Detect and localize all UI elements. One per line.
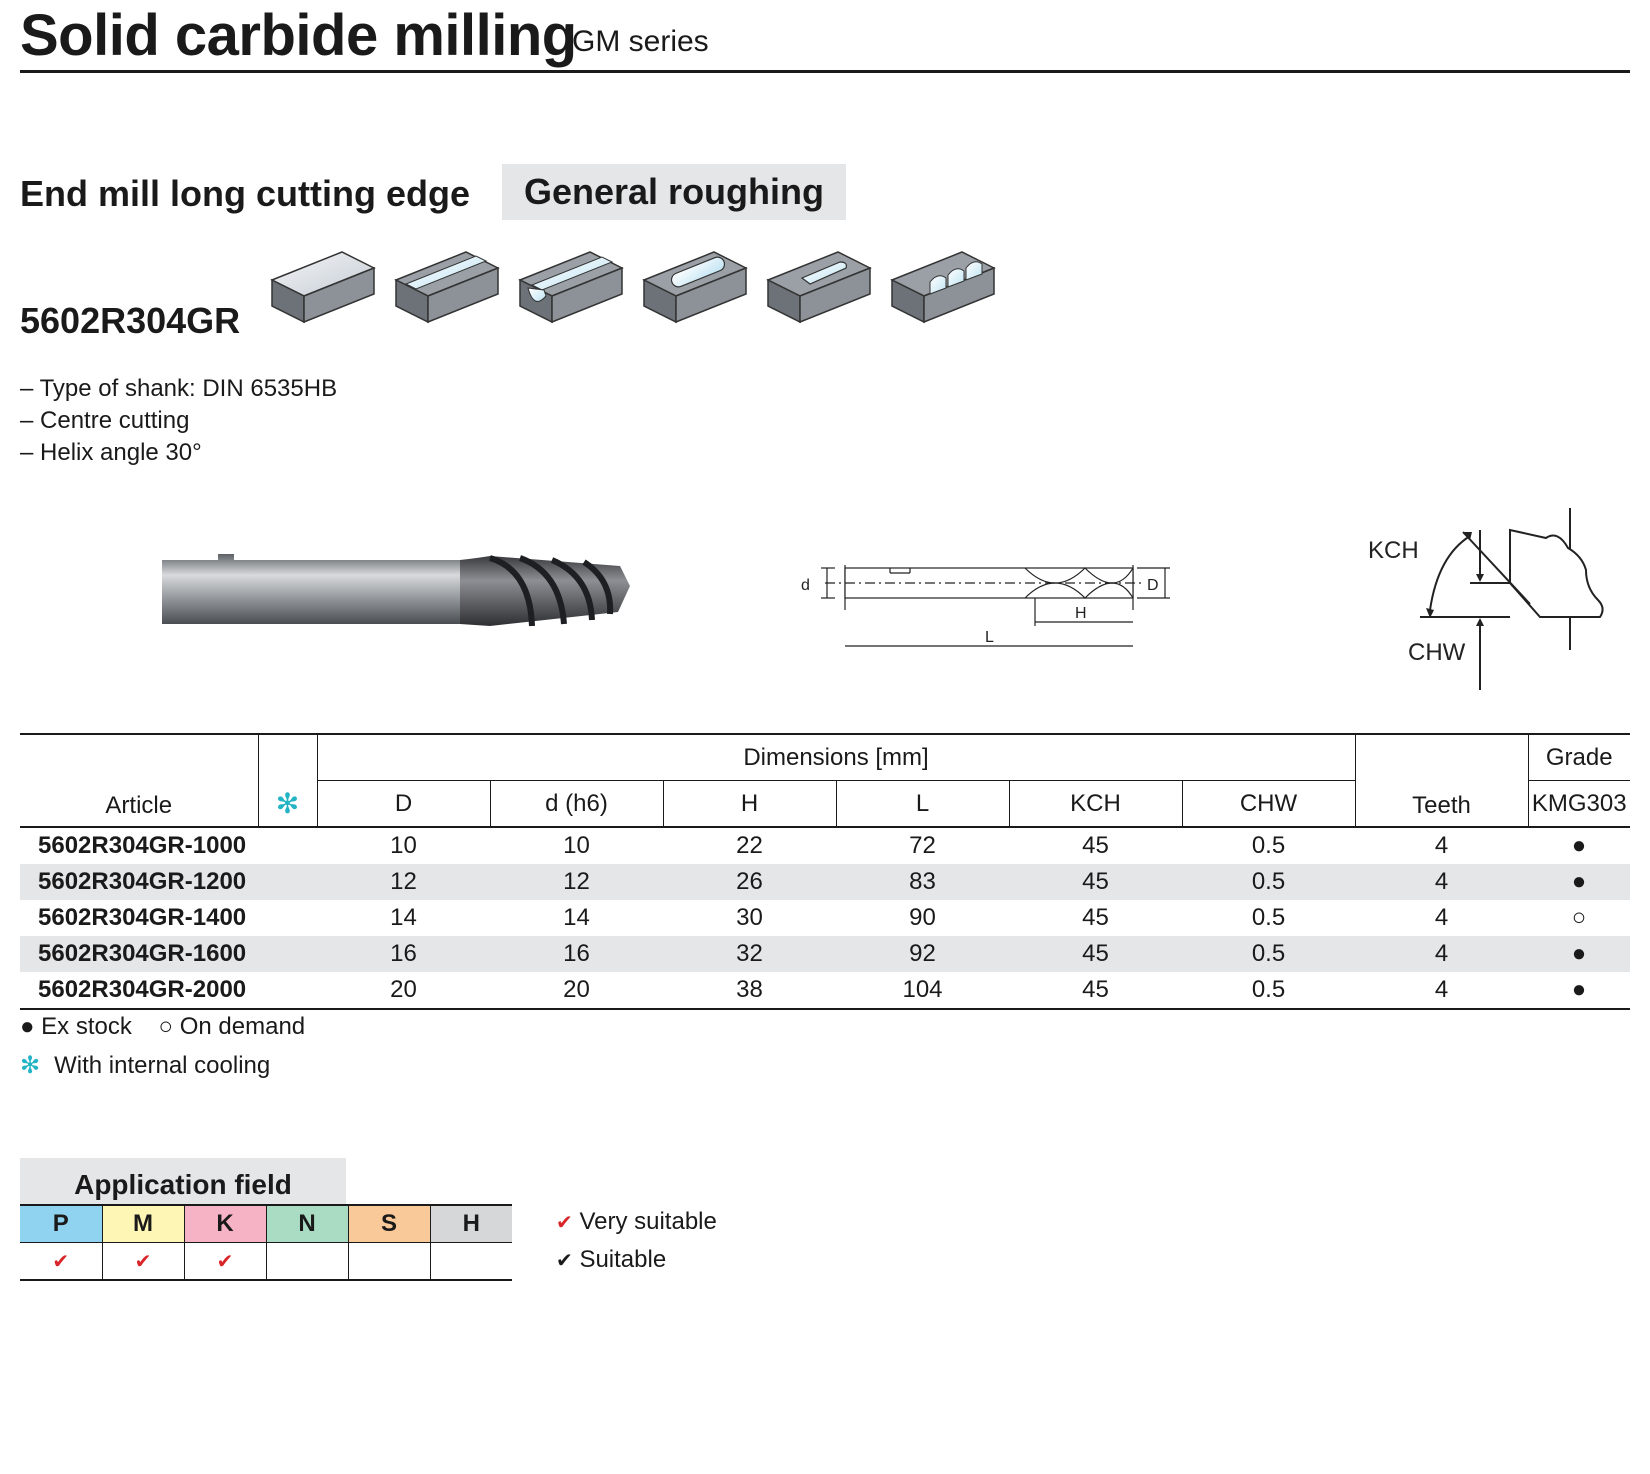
article-cell: 5602R304GR-2000 <box>20 972 258 1009</box>
material-K: K <box>184 1205 266 1243</box>
cell-CHW: 0.5 <box>1182 864 1355 900</box>
cell-grade: ● <box>1528 864 1630 900</box>
cell-L: 90 <box>909 904 936 931</box>
very-suitable-label: Very suitable <box>579 1208 717 1235</box>
cooling-cell <box>258 972 317 1009</box>
cell-KCH: 45 <box>1009 936 1182 972</box>
ramp-milling-icon <box>768 252 870 322</box>
material-N: N <box>266 1205 348 1243</box>
very-suitable-row <box>556 1208 717 1246</box>
stock-legend-row <box>20 1013 305 1051</box>
cell-L: 92 <box>836 936 1009 972</box>
suitable-row <box>556 1246 717 1284</box>
cell-D: 12 <box>317 864 490 900</box>
cell-KCH: 45 <box>1009 864 1182 900</box>
cell-teeth: 4 <box>1355 864 1528 900</box>
cell-d: 12 <box>490 864 663 900</box>
article-cell: 5602R304GR-1000 <box>38 832 247 859</box>
cooling-cell <box>258 936 317 972</box>
label-D: D <box>1147 577 1159 594</box>
cell-grade: ● <box>1528 972 1630 1009</box>
cooling-legend-row <box>20 1051 305 1089</box>
cell-CHW: 0.5 <box>1251 832 1286 859</box>
red-check-icon: ✔ <box>556 1212 573 1234</box>
article-cell: 5602R304GR-1400 <box>38 904 247 931</box>
col-cooling <box>258 734 317 827</box>
material-P: P <box>20 1205 102 1243</box>
section-subtitle: End mill long cutting edge <box>20 173 470 214</box>
feature-item: – Helix angle 30° <box>20 439 202 466</box>
on-demand-label: On demand <box>179 1013 306 1040</box>
dimensions-header: Dimensions [mm] <box>317 734 1355 781</box>
table-row <box>20 900 1630 936</box>
application-field-table <box>20 1204 512 1281</box>
black-check-icon: ✔ <box>556 1250 573 1272</box>
cooling-cell <box>258 900 317 936</box>
label-L: L <box>985 629 994 646</box>
on-demand-icon: ○ <box>158 1013 174 1040</box>
label-H: H <box>1075 605 1087 622</box>
col-grade: KMG303 <box>1528 781 1630 828</box>
ex-stock-label: Ex stock <box>41 1013 132 1040</box>
end-mill-photo <box>160 550 660 630</box>
suitability-S <box>348 1243 430 1281</box>
cell-D: 20 <box>317 972 490 1009</box>
cell-CHW: 0.5 <box>1182 936 1355 972</box>
cell-grade: ○ <box>1571 904 1587 931</box>
col-CHW: CHW <box>1182 781 1355 828</box>
cell-H: 22 <box>736 832 763 859</box>
cooling-cell <box>258 827 317 864</box>
cell-d: 20 <box>490 972 663 1009</box>
feature-item: – Centre cutting <box>20 407 190 434</box>
label-d: d <box>801 577 810 594</box>
cell-H: 30 <box>736 904 763 931</box>
cell-H: 38 <box>663 972 836 1009</box>
category-badge: General roughing <box>502 164 846 220</box>
plunge-milling-icon <box>892 252 994 322</box>
internal-cooling-icon: ✻ <box>20 1052 41 1079</box>
internal-cooling-icon: ✻ <box>275 788 300 819</box>
cell-d: 16 <box>490 936 663 972</box>
suitability-K <box>184 1243 266 1281</box>
slot-milling-icon <box>520 252 622 322</box>
cell-KCH: 45 <box>1009 972 1182 1009</box>
col-KCH: KCH <box>1009 781 1182 828</box>
grade-header: Grade <box>1528 734 1630 781</box>
cell-H: 26 <box>663 864 836 900</box>
series-label: GM series <box>572 25 709 58</box>
cell-H: 32 <box>663 936 836 972</box>
table-row <box>20 936 1630 972</box>
cell-L: 72 <box>909 832 936 859</box>
suitability-M <box>102 1243 184 1281</box>
cell-D: 16 <box>317 936 490 972</box>
check-icon: ✔ <box>134 1251 152 1273</box>
material-H: H <box>430 1205 512 1243</box>
table-row <box>20 972 1630 1009</box>
check-icon: ✔ <box>216 1251 234 1273</box>
pocket-milling-icon <box>644 252 746 322</box>
product-code: 5602R304GR <box>20 300 241 341</box>
check-icon: ✔ <box>52 1251 70 1273</box>
cell-L: 104 <box>836 972 1009 1009</box>
col-L: L <box>836 781 1009 828</box>
cell-D: 14 <box>390 904 417 931</box>
suitability-N <box>266 1243 348 1281</box>
page-title: Solid carbide milling <box>20 3 577 68</box>
table-row <box>20 827 1630 864</box>
col-teeth: Teeth <box>1355 734 1528 827</box>
feature-list <box>20 373 337 469</box>
col-d: d (h6) <box>490 781 663 828</box>
cell-D: 10 <box>390 832 417 859</box>
spec-table <box>20 733 1630 1010</box>
face-milling-icon <box>272 252 374 322</box>
cell-CHW: 0.5 <box>1182 972 1355 1009</box>
article-cell: 5602R304GR-1600 <box>20 936 258 972</box>
col-D: D <box>317 781 490 828</box>
col-article: Article <box>20 734 258 827</box>
cooling-cell <box>258 864 317 900</box>
operation-icons <box>270 248 1010 338</box>
suitability-P <box>20 1243 102 1281</box>
col-H: H <box>663 781 836 828</box>
cell-KCH: 45 <box>1082 832 1109 859</box>
stock-legend <box>20 1013 305 1089</box>
cooling-label: With internal cooling <box>54 1052 271 1079</box>
cell-L: 83 <box>836 864 1009 900</box>
cell-teeth: 4 <box>1355 936 1528 972</box>
suitability-H <box>430 1243 512 1281</box>
chamfer-detail-drawing <box>1360 500 1630 700</box>
article-cell: 5602R304GR-1200 <box>20 864 258 900</box>
end-mill-dimension-drawing <box>801 540 1215 660</box>
ex-stock-icon: ● <box>20 1013 35 1040</box>
cell-teeth: 4 <box>1434 832 1449 859</box>
feature-item: – Type of shank: DIN 6535HB <box>20 375 338 402</box>
cell-teeth: 4 <box>1355 972 1528 1009</box>
cell-d: 10 <box>563 832 590 859</box>
shoulder-milling-icon <box>396 252 498 322</box>
cell-CHW: 0.5 <box>1251 904 1286 931</box>
material-S: S <box>348 1205 430 1243</box>
cell-grade: ● <box>1571 832 1587 859</box>
label-CHW: CHW <box>1408 639 1466 666</box>
material-M: M <box>102 1205 184 1243</box>
label-KCH: KCH <box>1368 537 1419 564</box>
cell-KCH: 45 <box>1082 904 1109 931</box>
cell-grade: ● <box>1528 936 1630 972</box>
cell-d: 14 <box>563 904 590 931</box>
title-rule <box>20 70 1630 73</box>
suitability-legend <box>556 1208 717 1284</box>
cell-teeth: 4 <box>1434 904 1449 931</box>
application-field-title: Application field <box>20 1158 346 1204</box>
suitable-label: Suitable <box>579 1246 667 1273</box>
table-row <box>20 864 1630 900</box>
